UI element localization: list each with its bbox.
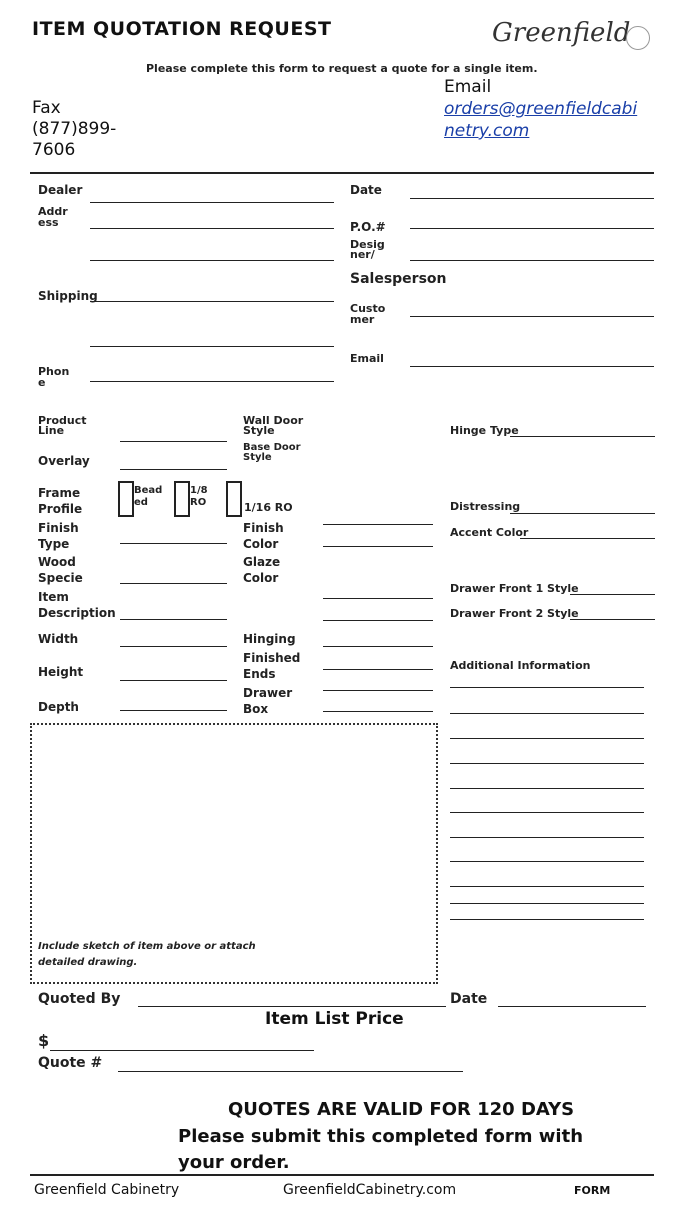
height-label: Height: [38, 665, 84, 679]
base-door-label-line2: Style: [243, 452, 272, 463]
designer-label-line2: ner/: [350, 248, 375, 261]
quoted-by-input-line[interactable]: [138, 1006, 446, 1007]
shipping-label: Shipping: [38, 289, 98, 303]
base-door-style-label: [243, 443, 301, 463]
shipping-input-line1[interactable]: [90, 301, 334, 302]
additional-info-input-line[interactable]: [450, 919, 644, 920]
customer-label-line2: mer: [350, 313, 375, 326]
wood-specie-label-line1: Wood: [38, 555, 76, 569]
quotes-valid-notice: QUOTES ARE VALID FOR 120 DAYS: [228, 1099, 575, 1120]
finish-type-input-line[interactable]: [120, 543, 227, 544]
product-line-label-line2: Line: [38, 424, 65, 437]
product-line-label-line1: Product: [38, 414, 87, 427]
additional-info-input-line[interactable]: [450, 903, 644, 904]
base-door-label-line1: Base Door: [243, 442, 301, 453]
date-input-line[interactable]: [410, 198, 654, 199]
po-label: P.O.#: [350, 220, 386, 234]
email-block: [444, 76, 637, 142]
drawer-front-2-label: Drawer Front 2 Style: [450, 607, 579, 620]
distressing-input-line[interactable]: [510, 513, 655, 514]
wood-specie-label: [38, 554, 83, 586]
footer-divider: [30, 1174, 654, 1176]
frame-profile-label: [38, 485, 82, 517]
fax-number-line2: 7606: [32, 140, 76, 160]
finish-type-label-line1: Finish: [38, 521, 79, 535]
date-label: Date: [350, 183, 382, 197]
eighth-ro-label-line1: 1/8: [190, 485, 208, 496]
eighth-ro-label-line2: RO: [190, 497, 207, 508]
footer-company: Greenfield Cabinetry: [34, 1182, 180, 1198]
additional-info-input-line[interactable]: [450, 837, 644, 838]
glaze-color-label-line1: Glaze: [243, 555, 281, 569]
eighth-ro-option-label: [190, 485, 208, 509]
address-input-line1[interactable]: [90, 228, 334, 229]
finished-ends-label: [243, 650, 300, 682]
drawer-box-input-line2[interactable]: [323, 711, 433, 712]
item-description-input-line[interactable]: [120, 619, 227, 620]
beaded-label-line1: Bead: [134, 485, 163, 496]
drawer-box-input-line1[interactable]: [323, 690, 433, 691]
finished-ends-label-line1: Finished: [243, 651, 301, 665]
sixteenth-ro-option-label: 1/16 RO: [244, 501, 293, 514]
quote-number-label: Quote #: [38, 1055, 103, 1071]
form-title: ITEM QUOTATION REQUEST: [32, 18, 332, 40]
phone-label: [38, 366, 69, 388]
phone-label-line1: Phon: [38, 365, 70, 378]
drawer-box-label: [243, 685, 292, 717]
drawer-box-label-line1: Drawer: [243, 686, 293, 700]
finish-color-input-line2[interactable]: [323, 546, 433, 547]
salesperson-label: Salesperson: [350, 271, 447, 287]
finish-color-label-line1: Finish: [243, 521, 284, 535]
hinge-type-label: Hinge Type: [450, 424, 519, 437]
sixteenth-ro-checkbox[interactable]: [226, 481, 242, 517]
depth-input-line[interactable]: [120, 710, 227, 711]
accent-color-label: Accent Color: [450, 526, 529, 539]
submit-notice: [178, 1124, 583, 1176]
quote-date-input-line[interactable]: [498, 1006, 646, 1007]
dollar-sign: $: [38, 1031, 50, 1050]
email-input-line[interactable]: [410, 366, 654, 367]
designer-label: [350, 240, 385, 260]
beaded-checkbox[interactable]: [118, 481, 134, 517]
frame-profile-label-line1: Frame: [38, 486, 81, 500]
shipping-input-line2[interactable]: [90, 346, 334, 347]
frame-profile-label-line2: Profile: [38, 502, 83, 516]
address-label: [38, 206, 68, 228]
glaze-color-input-line2[interactable]: [323, 620, 433, 621]
additional-info-input-line[interactable]: [450, 713, 644, 714]
wall-door-label-line2: Style: [243, 424, 275, 437]
distressing-label: Distressing: [450, 500, 521, 513]
customer-label: [350, 303, 385, 325]
finished-ends-input-line[interactable]: [323, 669, 433, 670]
item-description-label-line1: Item: [38, 590, 69, 604]
additional-info-input-line[interactable]: [450, 886, 644, 887]
drawer-front-1-input-line[interactable]: [570, 594, 655, 595]
quote-date-label: Date: [450, 991, 488, 1007]
drawer-front-1-label: Drawer Front 1 Style: [450, 582, 579, 595]
additional-info-input-line[interactable]: [450, 812, 644, 813]
depth-label: Depth: [38, 700, 79, 714]
drawer-front-2-input-line[interactable]: [570, 619, 655, 620]
hinging-label: Hinging: [243, 632, 296, 646]
dealer-label: Dealer: [38, 183, 83, 197]
email-field-label: Email: [350, 352, 384, 365]
width-input-line[interactable]: [120, 646, 227, 647]
sketch-note-line1: Include sketch of item above or attach: [38, 941, 256, 952]
item-list-price-label: Item List Price: [265, 1009, 404, 1029]
list-price-input-line[interactable]: [50, 1050, 314, 1051]
fax-number-line1: (877)899-: [32, 119, 117, 139]
wood-specie-input-line[interactable]: [120, 583, 227, 584]
phone-input-line[interactable]: [90, 381, 334, 382]
dealer-input-line[interactable]: [90, 202, 334, 203]
additional-info-input-line[interactable]: [450, 687, 644, 688]
hinging-input-line[interactable]: [323, 646, 433, 647]
beaded-label-line2: ed: [134, 497, 148, 508]
overlay-label: Overlay: [38, 454, 90, 468]
product-line-input-line[interactable]: [120, 441, 227, 442]
wall-door-style-label: [243, 416, 303, 436]
overlay-input-line[interactable]: [120, 469, 227, 470]
quoted-by-label: Quoted By: [38, 991, 121, 1007]
finish-type-label: [38, 520, 79, 552]
sketch-note: [38, 939, 256, 971]
accent-color-input-line[interactable]: [520, 538, 655, 539]
item-description-label-line2: Description: [38, 606, 116, 620]
email-label: Email: [444, 77, 492, 97]
address-label-line1: Addr: [38, 205, 68, 218]
wood-specie-label-line2: Specie: [38, 571, 83, 585]
footer-form-label: FORM: [574, 1184, 611, 1197]
header-divider: [30, 172, 654, 174]
designer-label-line1: Desig: [350, 238, 385, 251]
product-line-label: [38, 416, 87, 436]
form-subtitle: Please complete this form to request a quote for a single item.: [146, 62, 538, 75]
finished-ends-label-line2: Ends: [243, 667, 276, 681]
footer-website[interactable]: GreenfieldCabinetry.com: [283, 1182, 457, 1198]
sketch-note-line2: detailed drawing.: [38, 957, 138, 968]
po-input-line[interactable]: [410, 228, 654, 229]
customer-label-line1: Custo: [350, 302, 386, 315]
drawer-box-label-line2: Box: [243, 702, 269, 716]
email-link-line1[interactable]: orders@greenfieldcabi: [444, 99, 638, 119]
address-input-line2[interactable]: [90, 260, 334, 261]
phone-label-line2: e: [38, 376, 46, 389]
fax-label: Fax: [32, 98, 61, 118]
additional-info-input-line[interactable]: [450, 738, 644, 739]
hinge-type-input-line[interactable]: [510, 436, 655, 437]
email-link-line2[interactable]: netry.com: [444, 121, 530, 141]
width-label: Width: [38, 632, 79, 646]
finish-type-label-line2: Type: [38, 537, 70, 551]
wall-door-label-line1: Wall Door: [243, 414, 304, 427]
glaze-color-input-line1[interactable]: [323, 598, 433, 599]
glaze-color-label: [243, 554, 280, 586]
quote-number-input-line[interactable]: [118, 1071, 463, 1072]
eighth-ro-checkbox[interactable]: [174, 481, 190, 517]
height-input-line[interactable]: [120, 680, 227, 681]
customer-input-line[interactable]: [410, 316, 654, 317]
finish-color-input-line1[interactable]: [323, 524, 433, 525]
address-label-line2: ess: [38, 216, 59, 229]
additional-info-label: Additional Information: [450, 659, 591, 672]
additional-info-input-line[interactable]: [450, 861, 644, 862]
glaze-color-label-line2: Color: [243, 571, 279, 585]
additional-info-input-line[interactable]: [450, 763, 644, 764]
logo-circle-icon: [626, 26, 650, 50]
company-logo: Greenfield: [492, 18, 631, 48]
submit-notice-line2: your order.: [178, 1152, 290, 1173]
fax-block: [32, 98, 116, 161]
finish-color-label-line2: Color: [243, 537, 279, 551]
beaded-option-label: [134, 485, 162, 509]
submit-notice-line1: Please submit this completed form with: [178, 1126, 584, 1147]
additional-info-input-line[interactable]: [450, 788, 644, 789]
designer-input-line[interactable]: [410, 260, 654, 261]
item-description-label: [38, 589, 116, 621]
finish-color-label: [243, 520, 284, 552]
